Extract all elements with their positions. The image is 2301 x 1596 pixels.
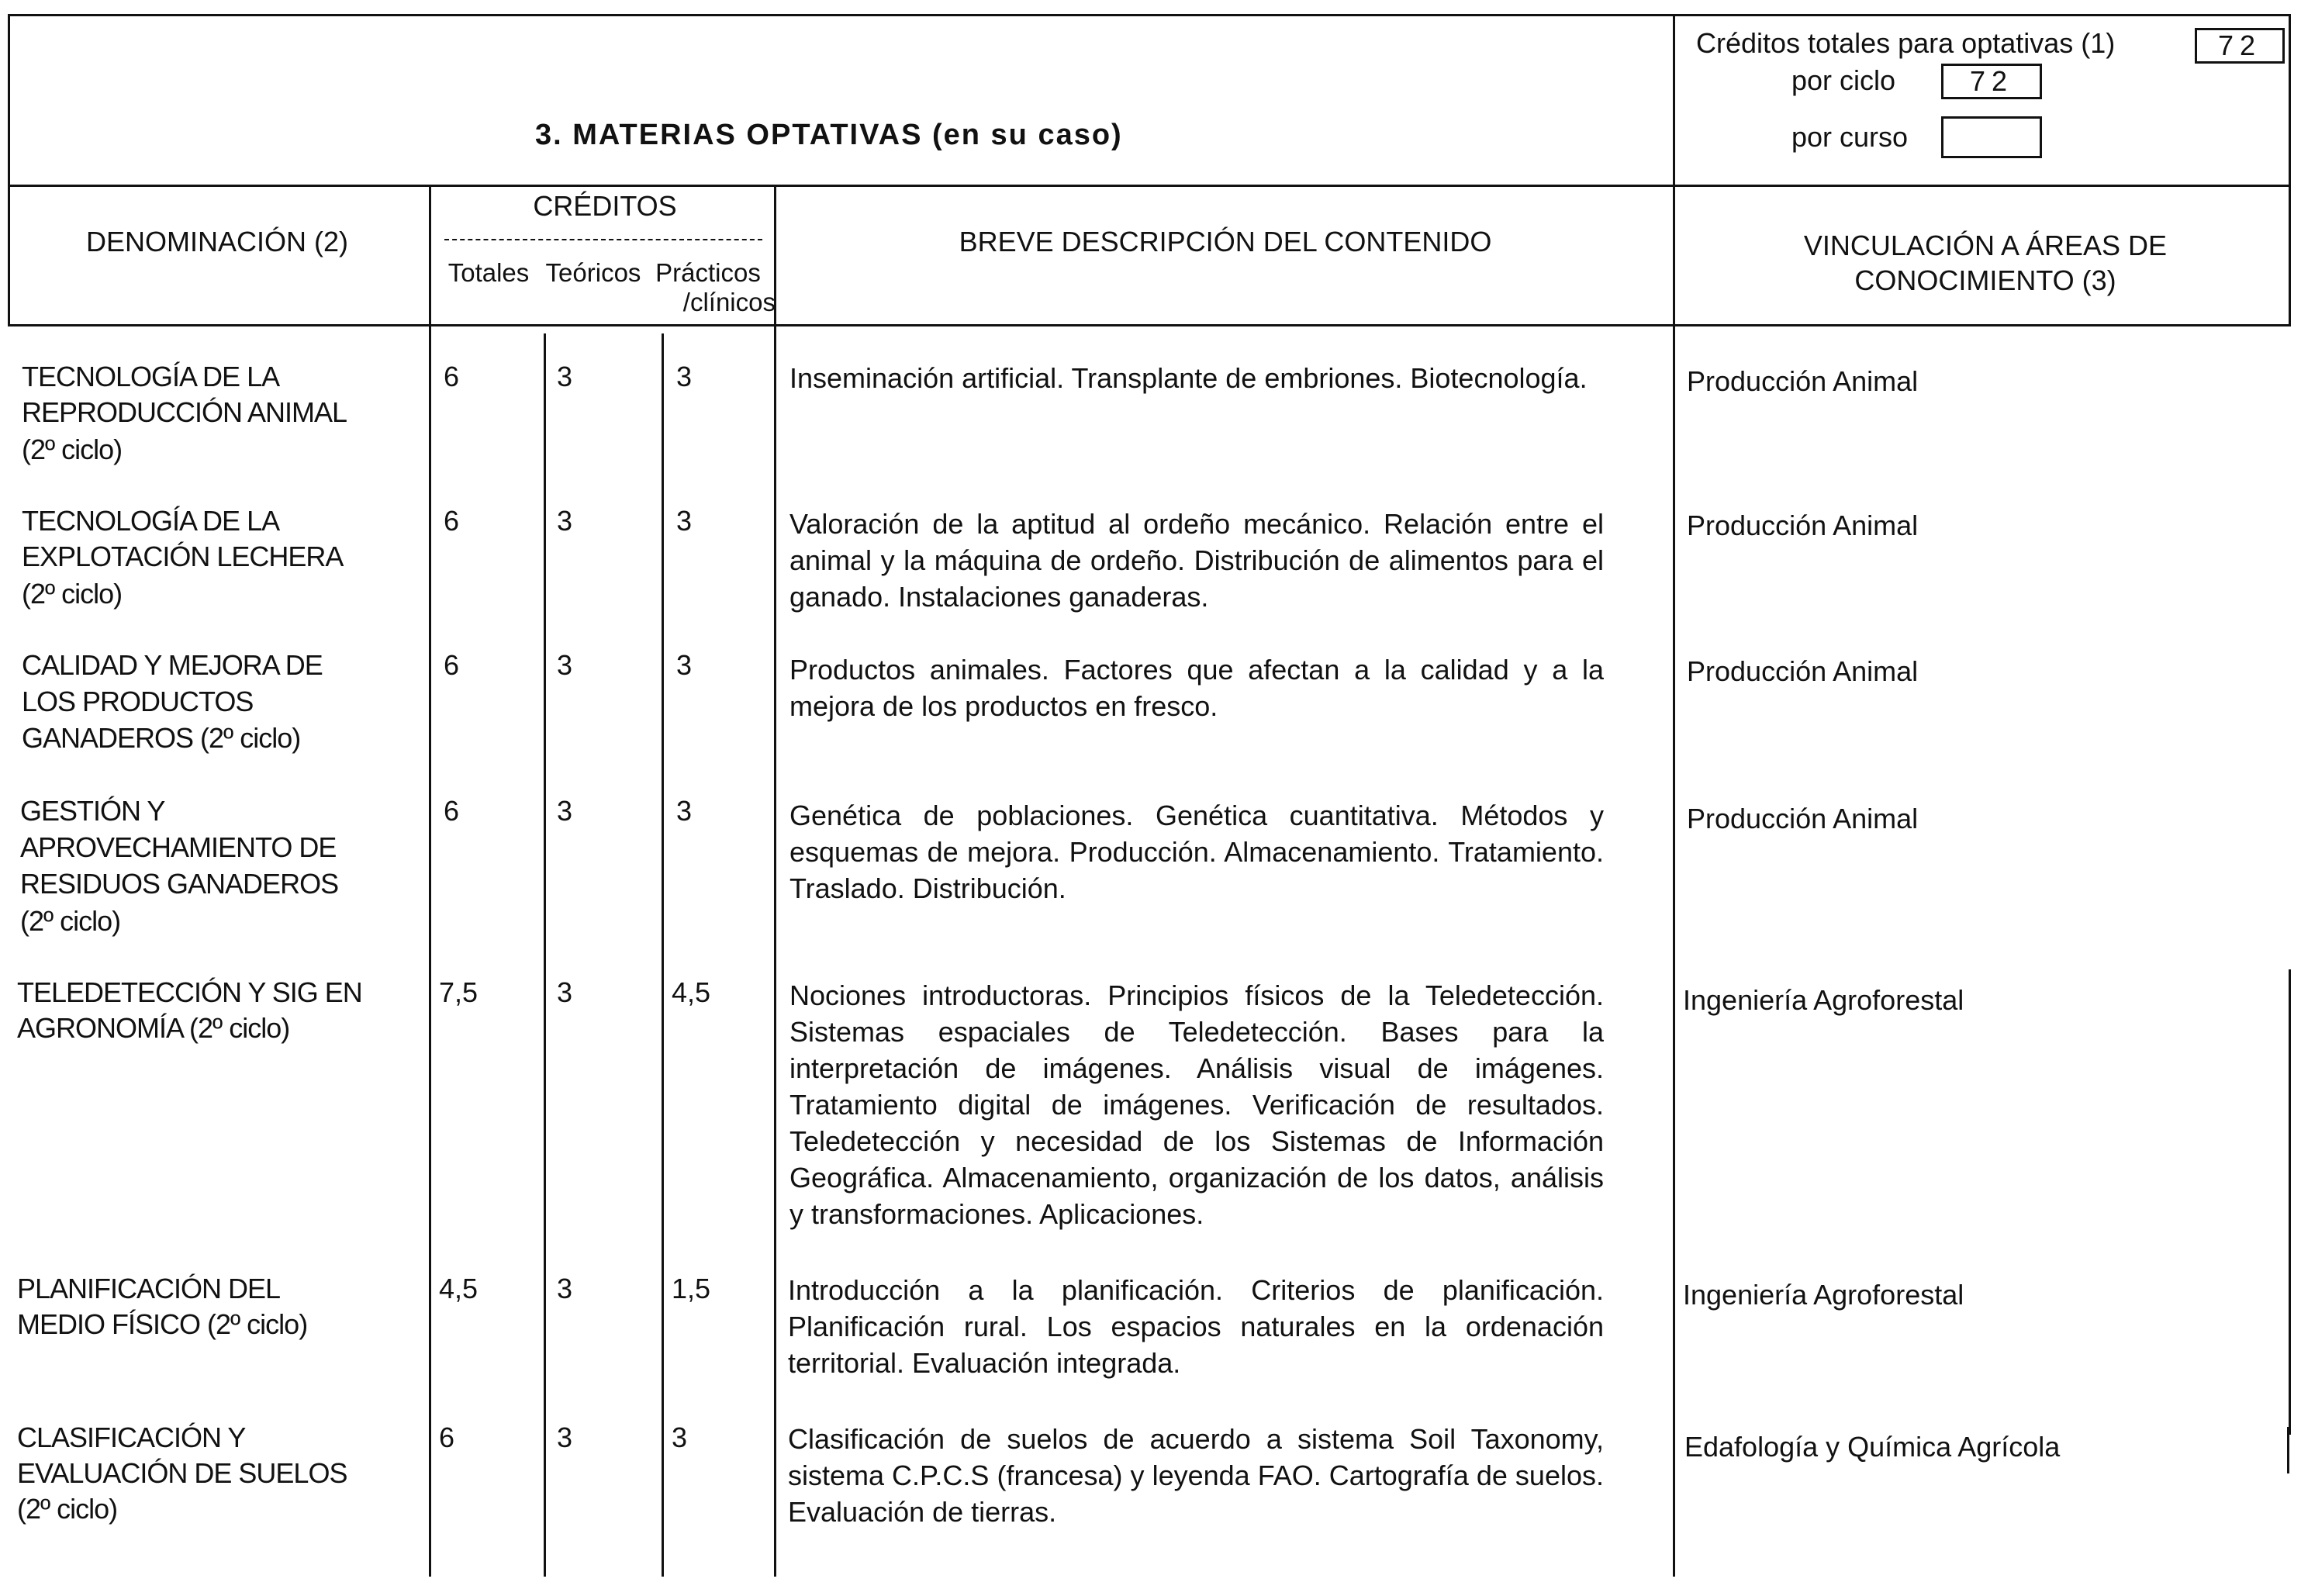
col-header-practicos: Prácticos bbox=[655, 258, 761, 287]
col-header-vinculacion-1: VINCULACIÓN A ÁREAS DE bbox=[1803, 230, 2168, 261]
row-area: Producción Animal bbox=[1687, 655, 1919, 687]
row-name-line: APROVECHAMIENTO DE bbox=[20, 831, 337, 863]
row-name-line: REPRODUCCIÓN ANIMAL bbox=[22, 396, 347, 428]
col-divider-teoricos bbox=[662, 333, 664, 1577]
row-area: Edafología y Química Agrícola bbox=[1684, 1431, 2061, 1463]
row-totales: 4,5 bbox=[439, 1273, 479, 1304]
row-teoricos: 3 bbox=[557, 361, 573, 392]
row-totales: 6 bbox=[439, 1422, 455, 1453]
row-name-line: EXPLOTACIÓN LECHERA bbox=[22, 541, 344, 572]
row-description: Introducción a la planificación. Criterios de planificación. Planificación rural. Los espacios naturales en la ordenación territorial. Evaluación integrada. bbox=[788, 1274, 1604, 1379]
row-name-line: CALIDAD Y MEJORA DE bbox=[22, 649, 323, 681]
col-header-denominacion: DENOMINACIÓN (2) bbox=[85, 226, 348, 257]
row-totales: 6 bbox=[444, 649, 460, 681]
row-name-line: EVALUACIÓN DE SUELOS bbox=[17, 1457, 347, 1489]
col-header-clinicos: /clínicos bbox=[682, 288, 776, 316]
creditos-totales-box: 72 bbox=[2195, 28, 2285, 64]
row-totales: 6 bbox=[444, 505, 460, 537]
row-teoricos: 3 bbox=[557, 649, 573, 681]
row-practicos: 3 bbox=[676, 361, 693, 392]
row-practicos: 3 bbox=[676, 795, 693, 827]
creditos-sub-divider bbox=[444, 239, 762, 240]
col-header-teoricos: Teóricos bbox=[545, 258, 641, 287]
top-border bbox=[8, 14, 2291, 16]
row-description: Genética de poblaciones. Genética cuantitativa. Métodos y esquemas de mejora. Producción. Almacenamiento. Tratamiento. Traslado. Distribución. bbox=[789, 800, 1604, 904]
row-area: Ingeniería Agroforestal bbox=[1683, 1279, 1964, 1311]
row-name-line: (2º ciclo) bbox=[20, 905, 121, 937]
column-header-divider bbox=[8, 324, 2291, 326]
row-name-line: MEDIO FÍSICO (2º ciclo) bbox=[17, 1308, 308, 1340]
page-title: 3. MATERIAS OPTATIVAS (en su caso) bbox=[535, 119, 1123, 151]
row-teoricos: 3 bbox=[557, 795, 573, 827]
row-description: Nociones introductoras. Principios físicos de la Teledetección. Sistemas espaciales de Teledetección. Bases para la interpretación de imágenes. Análisis visual de imágenes. Tratamiento digital de imágenes. Verificación de resultados. Teledetección y necesidad de los Sistemas de Información Geográfica. Almacenamiento, organización de los datos, análisis y transformaciones. Aplicaciones. bbox=[789, 979, 1604, 1230]
col-divider-descripcion bbox=[1673, 14, 1675, 1577]
row-area: Producción Animal bbox=[1687, 803, 1919, 834]
left-border bbox=[8, 14, 10, 326]
header-divider bbox=[8, 185, 2291, 187]
row-practicos: 3 bbox=[672, 1422, 688, 1453]
row-name-line: RESIDUOS GANADEROS bbox=[20, 868, 339, 900]
col-divider-totales bbox=[544, 333, 546, 1577]
col-divider-creditos bbox=[774, 185, 776, 1577]
row-totales: 7,5 bbox=[439, 976, 479, 1008]
row-teoricos: 3 bbox=[557, 1273, 573, 1304]
col-header-descripcion: BREVE DESCRIPCIÓN DEL CONTENIDO bbox=[959, 226, 1492, 257]
row-practicos: 3 bbox=[676, 505, 693, 537]
row-name-line: PLANIFICACIÓN DEL bbox=[17, 1273, 281, 1304]
right-border bbox=[2289, 14, 2291, 326]
row-description: Productos animales. Factores que afectan a la calidad y a la mejora de los productos en fresco. bbox=[789, 654, 1604, 722]
row-name-line: (2º ciclo) bbox=[22, 434, 123, 465]
row-practicos: 3 bbox=[676, 649, 693, 681]
right-border-bottom bbox=[2287, 1427, 2289, 1473]
row-name-line: GANADEROS (2º ciclo) bbox=[22, 722, 301, 754]
row-name-line: TELEDETECCIÓN Y SIG EN bbox=[17, 976, 362, 1008]
right-border-lower bbox=[2289, 969, 2291, 1435]
row-teoricos: 3 bbox=[557, 976, 573, 1008]
row-description: Clasificación de suelos de acuerdo a sistema Soil Taxonomy, sistema C.P.C.S (francesa) y leyenda FAO. Cartografía de suelos. Evaluación de tierras. bbox=[788, 1423, 1604, 1528]
col-divider-denominacion bbox=[429, 185, 431, 1577]
por-curso-box bbox=[1941, 116, 2042, 158]
row-description: Inseminación artificial. Transplante de embriones. Biotecnología. bbox=[789, 362, 1588, 394]
por-ciclo-label: por ciclo bbox=[1791, 64, 1896, 96]
row-area: Producción Animal bbox=[1687, 365, 1919, 397]
row-totales: 6 bbox=[444, 795, 460, 827]
por-curso-label: por curso bbox=[1791, 121, 1909, 153]
row-name-line: AGRONOMÍA (2º ciclo) bbox=[17, 1012, 290, 1044]
row-name-line: LOS PRODUCTOS bbox=[22, 686, 254, 717]
row-description: Valoración de la aptitud al ordeño mecánico. Relación entre el animal y la máquina de ordeño. Distribución de alimentos para el ganado. Instalaciones ganaderas. bbox=[789, 508, 1604, 613]
row-name-line: GESTIÓN Y bbox=[20, 795, 165, 827]
row-name-line: (2º ciclo) bbox=[17, 1493, 118, 1525]
row-name-line: CLASIFICACIÓN Y bbox=[17, 1422, 246, 1453]
por-ciclo-box: 72 bbox=[1941, 64, 2042, 99]
creditos-totales-label: Créditos totales para optativas (1) bbox=[1696, 27, 2116, 59]
col-header-totales: Totales bbox=[447, 258, 530, 287]
row-practicos: 1,5 bbox=[672, 1273, 711, 1304]
col-header-vinculacion-2: CONOCIMIENTO (3) bbox=[1854, 264, 2116, 296]
row-name-line: TECNOLOGÍA DE LA bbox=[22, 505, 280, 537]
row-practicos: 4,5 bbox=[672, 976, 711, 1008]
row-area: Producción Animal bbox=[1687, 510, 1919, 541]
row-totales: 6 bbox=[444, 361, 460, 392]
row-area: Ingeniería Agroforestal bbox=[1683, 984, 1964, 1016]
col-header-creditos: CRÉDITOS bbox=[533, 190, 677, 222]
row-name-line: (2º ciclo) bbox=[22, 578, 123, 610]
row-teoricos: 3 bbox=[557, 1422, 573, 1453]
row-teoricos: 3 bbox=[557, 505, 573, 537]
row-name-line: TECNOLOGÍA DE LA bbox=[22, 361, 280, 392]
